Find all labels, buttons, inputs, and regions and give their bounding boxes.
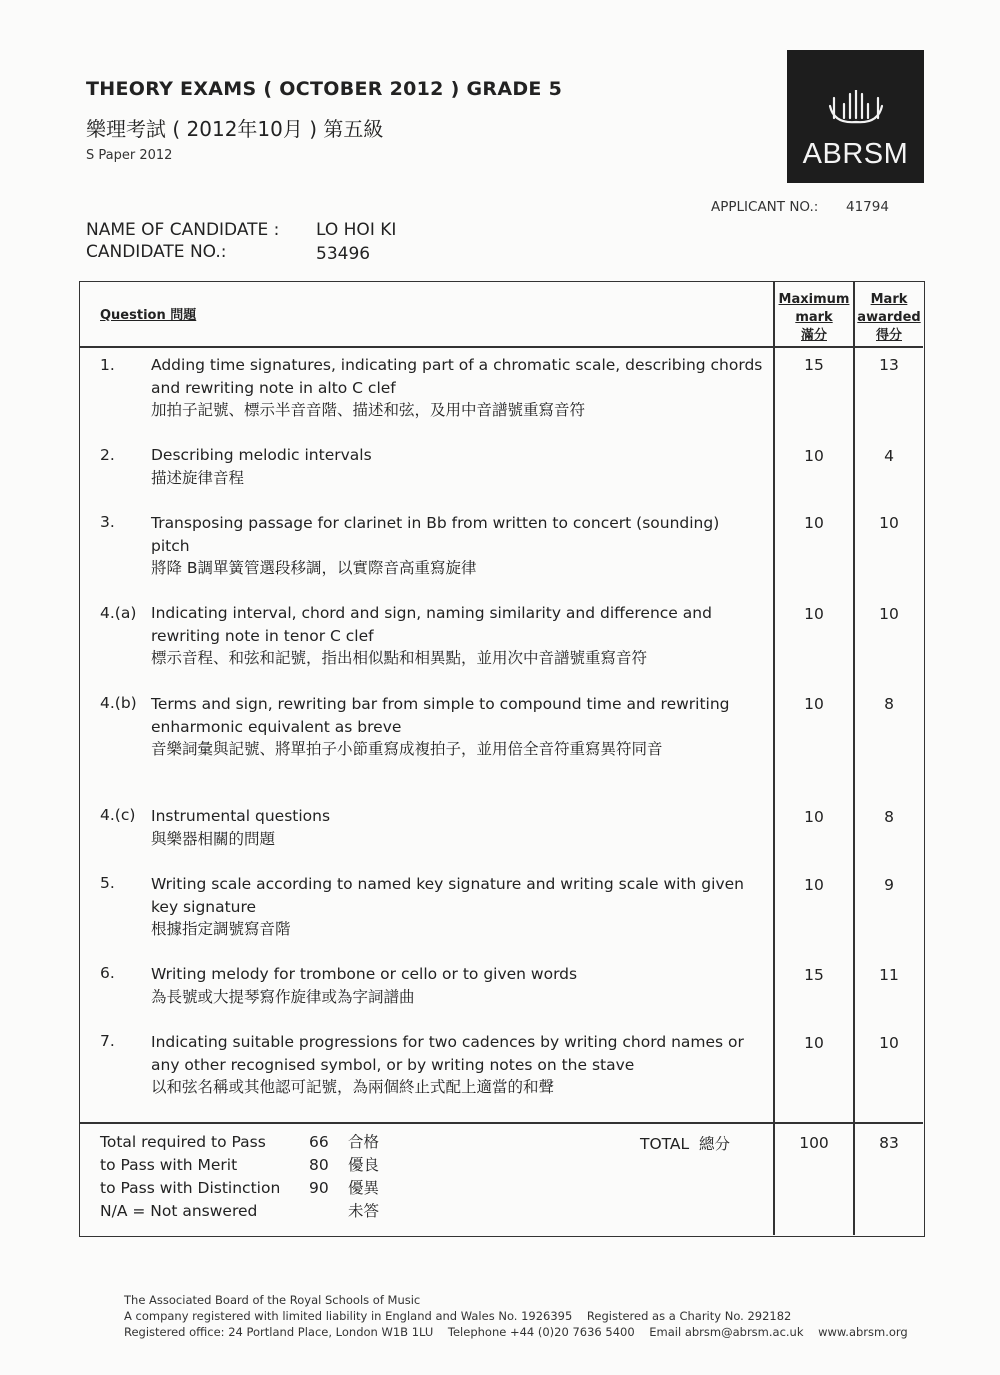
question-text-zh: 與樂器相關的問題 — [151, 829, 276, 848]
question-description — [151, 1031, 761, 1099]
header-line: awarded — [857, 310, 921, 325]
question-number: 2. — [100, 446, 115, 464]
mark-awarded: 11 — [879, 966, 899, 984]
maximum-mark: 10 — [804, 876, 824, 894]
question-description — [151, 512, 741, 580]
pass-requirement-values — [309, 1131, 329, 1200]
not-answered-label: N/A = Not answered — [100, 1202, 258, 1220]
question-text-en: Writing melody for trombone or cello or to given words — [151, 965, 578, 983]
footer-organisation: The Associated Board of the Royal Schools of Music — [124, 1293, 421, 1307]
question-text-zh: 描述旋律音程 — [151, 468, 245, 487]
mark-awarded: 10 — [879, 514, 899, 532]
question-description — [151, 873, 751, 941]
not-answered-zh: 未答 — [348, 1202, 380, 1220]
question-text-zh: 根據指定調號寫音階 — [151, 920, 291, 938]
question-description — [151, 805, 771, 850]
merit-value: 80 — [309, 1156, 329, 1174]
question-column-header: Question 問題 — [100, 308, 197, 323]
candidate-number-label: CANDIDATE NO.: — [86, 242, 227, 262]
mark-awarded: 13 — [879, 356, 899, 374]
mark-awarded: 10 — [879, 605, 899, 623]
question-text-en: Indicating interval, chord and sign, naming similarity and difference and rewriting note in tenor C clef — [151, 604, 712, 645]
logo-text: ABRSM — [802, 138, 909, 170]
maximum-mark: 10 — [804, 808, 824, 826]
question-number: 4.(a) — [100, 604, 137, 622]
applicant-number-value: 41794 — [846, 199, 889, 215]
mark-awarded: 8 — [884, 695, 894, 713]
question-number: 6. — [100, 964, 115, 982]
question-text-zh: 以和弦名稱或其他認可記號，為兩個終止式配上適當的和聲 — [151, 1078, 555, 1096]
mark-awarded: 8 — [884, 808, 894, 826]
question-number: 7. — [100, 1032, 115, 1050]
mark-awarded: 9 — [884, 876, 894, 894]
footer-contact: Registered office: 24 Portland Place, London W1B 1LU Telephone +44 (0)20 7636 5400 Email abrsm@abrsm.ac.uk www.abrsm.org — [124, 1325, 908, 1339]
column-divider — [773, 282, 775, 1235]
paper-label: S Paper 2012 — [86, 148, 173, 163]
candidate-name-value: LO HOI KI — [316, 220, 397, 240]
header-line: Mark — [870, 292, 908, 307]
column-divider — [853, 282, 855, 1235]
header-line: mark — [795, 310, 833, 325]
question-text-zh: 為長號或大提琴寫作旋律或為字詞譜曲 — [151, 987, 415, 1006]
pass-requirement-chinese — [348, 1131, 379, 1223]
question-description — [151, 693, 751, 761]
maximum-total: 100 — [799, 1134, 829, 1152]
header-line: 得分 — [875, 328, 902, 343]
question-text-en: Instrumental questions — [151, 807, 331, 825]
mark-awarded: 10 — [879, 1034, 899, 1052]
question-text-en: Indicating suitable progressions for two cadences by writing chord names or any other recognised symbol, or by writing notes on the stave — [151, 1033, 744, 1074]
question-description — [151, 354, 771, 422]
exam-title: THEORY EXAMS ( OCTOBER 2012 ) GRADE 5 — [86, 78, 563, 100]
footer-registration: A company registered with limited liability in England and Wales No. 1926395 Registered as a Charity No. 292182 — [124, 1309, 792, 1323]
pass-requirement-labels — [100, 1131, 280, 1223]
mark-awarded-header — [854, 291, 924, 345]
header-divider — [80, 346, 923, 348]
distinction-zh: 優異 — [348, 1179, 380, 1197]
maximum-mark: 10 — [804, 1034, 824, 1052]
header-line: 滿分 — [800, 328, 827, 343]
question-number: 4.(c) — [100, 806, 136, 824]
merit-zh: 優良 — [348, 1156, 380, 1174]
maximum-mark: 15 — [804, 356, 824, 374]
maximum-mark: 10 — [804, 605, 824, 623]
header-line: Maximum — [778, 292, 850, 307]
question-text-zh: 音樂詞彙與記號、將單拍子小節重寫成複拍子，並用倍全音符重寫異符同音 — [151, 740, 663, 758]
distinction-label: to Pass with Distinction — [100, 1179, 281, 1197]
question-text-zh: 將降 B調單簧管選段移調，以實際音高重寫旋律 — [151, 559, 477, 577]
question-text-en: Terms and sign, rewriting bar from simple to compound time and rewriting enharmonic equivalent as breve — [151, 695, 730, 736]
abrsm-logo — [787, 50, 924, 183]
maximum-mark: 10 — [804, 695, 824, 713]
maximum-mark: 10 — [804, 447, 824, 465]
exam-title-chinese: 樂理考試 ( 2012年10月 ) 第五級 — [86, 117, 384, 141]
pass-value: 66 — [309, 1133, 329, 1151]
mark-awarded: 4 — [884, 447, 894, 465]
applicant-number-label: APPLICANT NO.: — [711, 199, 819, 215]
awarded-total: 83 — [879, 1134, 899, 1152]
question-text-en: Adding time signatures, indicating part of a chromatic scale, describing chords and rewriting note in alto C clef — [151, 356, 763, 397]
question-text-zh: 標示音程、和弦和記號，指出相似點和相異點，並用次中音譜號重寫音符 — [151, 649, 648, 667]
crown-icon — [828, 90, 884, 130]
pass-zh: 合格 — [348, 1133, 380, 1151]
merit-label: to Pass with Merit — [100, 1156, 238, 1174]
maximum-mark: 15 — [804, 966, 824, 984]
question-number: 5. — [100, 874, 115, 892]
maximum-mark: 10 — [804, 514, 824, 532]
question-text-en: Transposing passage for clarinet in Bb from written to concert (sounding) pitch — [151, 514, 720, 555]
pass-label: Total required to Pass — [100, 1133, 266, 1151]
maximum-mark-header — [776, 291, 852, 345]
total-label: TOTAL 總分 — [640, 1135, 731, 1153]
distinction-value: 90 — [309, 1179, 329, 1197]
question-text-zh: 加拍子記號、標示半音音階、描述和弦，及用中音譜號重寫音符 — [151, 401, 586, 419]
candidate-name-label: NAME OF CANDIDATE : — [86, 220, 280, 240]
totals-divider — [80, 1122, 923, 1124]
question-text-en: Writing scale according to named key signature and writing scale with given key signature — [151, 875, 744, 916]
question-description — [151, 602, 751, 670]
question-number: 4.(b) — [100, 694, 137, 712]
question-number: 3. — [100, 513, 115, 531]
question-number: 1. — [100, 356, 115, 374]
question-description — [151, 444, 771, 489]
question-text-en: Describing melodic intervals — [151, 446, 372, 464]
candidate-number-value: 53496 — [316, 244, 371, 264]
question-description — [151, 963, 771, 1008]
